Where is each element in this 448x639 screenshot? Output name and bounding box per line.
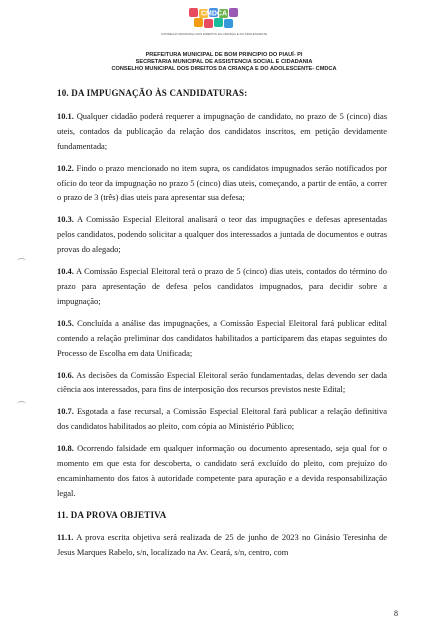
paragraph-text: As decisões da Comissão Especial Eleitoral serão fundamentadas, delas devendo ser dada ciência aos interessados, para fins de interposição dos recursos previstos neste Edital; <box>57 369 387 395</box>
paragraph <box>57 404 387 434</box>
logo-text: CMDCA <box>200 10 228 18</box>
section-title: 10. DA IMPUGNAÇÃO ÀS CANDIDATURAS: <box>57 88 248 98</box>
paragraph <box>57 109 387 154</box>
paragraph <box>57 368 387 398</box>
paragraph-number: 10.7. <box>57 406 74 417</box>
paragraph-number: 11.1. <box>57 531 74 542</box>
page-header <box>40 52 408 74</box>
document-body <box>57 86 387 566</box>
punch-hole-mark <box>17 401 26 407</box>
puzzle-logo-icon <box>160 6 268 38</box>
punch-hole-mark <box>17 258 26 264</box>
paragraph-text: Ocorrendo falsidade em qualquer informação ou documento apresentado, seja qual for o momento em que esta for descoberta, o candidato será excluído do pleito, com prejuízo do encaminhamento dos fatos à autoridade competente para apuração e a devida responsabilização legal. <box>57 443 388 498</box>
paragraph-number: 10.3. <box>57 214 74 225</box>
header-line-2: SECRETARIA MUNICIPAL DE ASSISTENCIA SOCIAL E CIDADANIA <box>135 59 313 66</box>
header-line-1: PREFEITURA MUNICIPAL DE BOM PRINCIPIO DO PIAUÍ- PI <box>145 52 303 58</box>
paragraph-text: Findo o prazo mencionado no item supra, os candidatos impugnados serão notificados por ofício do teor da impugnação no prazo 5 (cinco) dias uteis, começando, a partir de então, a correr o prazo de 3 (três) dias uteis para apresentar sua defesa; <box>57 162 388 203</box>
paragraph <box>57 161 387 206</box>
header-line-3: CONSELHO MUNICIPAL DOS DIREITOS DA CRIANÇA E DO ADOLESCENTE- CMDCA <box>111 66 337 73</box>
paragraph-number: 10.1. <box>57 110 74 121</box>
logo-subtitle: CONSELHO MUNICIPAL DOS DIREITOS DA CRIANÇA E DO ADOLESCENTE <box>160 32 268 36</box>
paragraph-text: Concluída a análise das impugnações, a Comissão Especial Eleitoral fará publicar edital contendo a relação preliminar dos candidatos habilitados a participarem das etapas seguintes do Processo de Escolha em data Unificada; <box>57 317 388 358</box>
paragraph <box>57 441 387 501</box>
paragraph-text: A Comissão Especial Eleitoral terá o prazo de 5 (cinco) dias uteis, contados do término do prazo para apresentação de defesa pelos candidatos impugnados, para decidir sobre a impugnação; <box>57 266 387 306</box>
paragraph-text: A Comissão Especial Eleitoral analisará o teor das impugnações e defesas apresentadas pelos candidatos, podendo solicitar a qualquer dos interessados a juntada de documentos e outras provas do alegado; <box>57 214 387 255</box>
paragraph-number: 10.8. <box>57 443 74 454</box>
page-number: 8 <box>394 609 398 618</box>
paragraph <box>57 316 387 361</box>
paragraph-number: 10.2. <box>57 162 74 173</box>
cmdca-logo <box>160 6 268 38</box>
paragraph-number: 10.6. <box>57 369 74 380</box>
paragraph <box>57 530 387 560</box>
paragraph-text: A prova escrita objetiva será realizada de 25 de junho de 2023 no Ginásio Teresinha de Jesus Marques Rabelo, s/n, localizado na Av. Ceará, s/n, centro, com <box>57 531 387 557</box>
paragraph-number: 10.5. <box>57 317 74 328</box>
paragraph-number: 10.4. <box>57 266 74 277</box>
paragraph-text: Esgotada a fase recursal, a Comissão Especial Eleitoral fará publicar a relação definitiva dos candidatos habilitados ao pleito, com cópia ao Ministério Público; <box>57 406 387 432</box>
paragraph-text: Qualquer cidadão poderá requerer a impugnação de candidato, no prazo de 5 (cinco) dias uteis, contados da publicação da relação dos candidatos inscritos, em petição devidamente fundamentada; <box>57 110 387 151</box>
paragraph <box>57 264 387 309</box>
paragraph <box>57 212 387 257</box>
section-title: 11. DA PROVA OBJETIVA <box>57 509 167 520</box>
